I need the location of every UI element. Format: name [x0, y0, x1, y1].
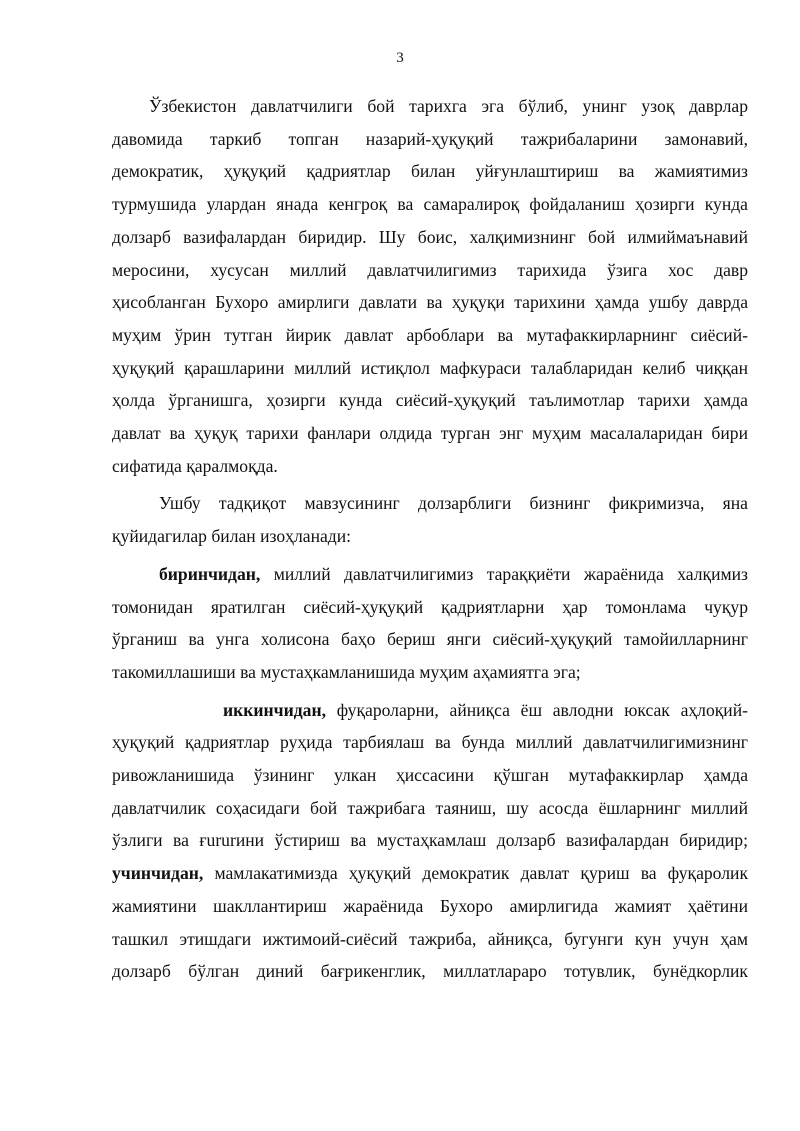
paragraph-line: қуйидагилар билан изоҳланади: — [112, 526, 352, 547]
paragraph-line: ўзлиги ва ғururини ўстириш ва мустаҳкамлаш долзарб вазифалардан биридир; — [112, 830, 748, 851]
paragraph-line: жамиятини шакллантириш жараёнида Бухоро амирлигида жамият ҳаётини — [112, 895, 748, 916]
paragraph-line: Ушбу тадқиқот мавзусининг долзарблиги бизнинг фикримизча, яна — [159, 493, 748, 514]
paragraph-line: ташкил этишдаги ижтимоий-сиёсий тажриба, айниқса, бугунги кун учун ҳам — [112, 928, 748, 949]
paragraph-line: ривожланишида ўзининг улкан ҳиссасини қўшган мутафаккирлар ҳамда — [112, 765, 748, 786]
paragraph-line: долзарб бўлган диний бағрикенглик, миллатлараро тотувлик, бунёдкорлик — [112, 961, 748, 982]
paragraph-line: долзарб вазифалардан биридир. Шу боис, халқимизнинг бой илмиймаънавий — [112, 226, 748, 247]
paragraph-text: фуқароларни, айниқса ёш авлодни юксак аҳлоқий- — [325, 699, 748, 720]
list-lead-first: биринчидан, — [159, 563, 261, 584]
paragraph-line: ҳуқуқий қадриятлар руҳида тарбиялаш ва бунда миллий давлатчилигимизнинг — [112, 732, 748, 753]
list-lead-third: учинчидан, — [112, 863, 204, 884]
paragraph-line — [112, 857, 748, 890]
paragraph-line: муҳим ўрин тутган йирик давлат арбоблари ва мутафаккирларнинг сиёсий- — [112, 324, 748, 345]
paragraph-line: ўрганиш ва унга холисона баҳо бериш янги сиёсий-ҳуқуқий тамойилларнинг — [112, 629, 748, 650]
paragraph-text: миллий давлатчилигимиз тараққиёти жараёнида халқимиз — [260, 563, 748, 584]
paragraph-text: мамлакатимизда ҳуқуқий демократик давлат қуриш ва фуқаролик — [203, 863, 748, 884]
page-number: 3 — [396, 50, 404, 66]
paragraph-line: сифатида қаралмоқда. — [112, 455, 278, 476]
paragraph-line: ҳуқуқий қарашларини миллий истиқлол мафкураси талабларидан келиб чиққан — [112, 357, 748, 378]
paragraph-line: Ўзбекистон давлатчилиги бой тарихга эга бўлиб, унинг узоқ даврлар — [149, 96, 748, 116]
paragraph-line: демократик, ҳуқуқий қадриятлар билан уйғунлаштириш ва жамиятимиз — [112, 161, 748, 182]
paragraph-line: ҳолда ўрганишга, ҳозирги кунда сиёсий-ҳуқуқий таълимотлар тарихи ҳамда — [112, 390, 748, 411]
document-body — [112, 90, 748, 988]
list-lead-second: иккинчидан, — [223, 699, 326, 720]
paragraph-line — [112, 694, 748, 727]
paragraph-line: такомиллашиши ва мустаҳкамланишида муҳим аҳамиятга эга; — [112, 661, 581, 682]
paragraph-line: давомида таркиб топган назарий-ҳуқуқий тажрибаларини замонавий, — [112, 128, 748, 149]
paragraph-line: давлатчилик соҳасидаги бой тажрибага таяниш, шу асосда ёшларнинг миллий — [112, 797, 748, 818]
paragraph-line — [112, 558, 748, 591]
paragraph-line: меросини, хусусан миллий давлатчилигимиз тарихида ўзига хос давр — [112, 259, 748, 280]
paragraph-line: давлат ва ҳуқуқ тарихи фанлари олдида турган энг муҳим масалаларидан бири — [112, 423, 748, 444]
paragraph-line: ҳисобланган Бухоро амирлиги давлати ва ҳуқуқи тарихини ҳамда ушбу даврда — [112, 292, 748, 313]
paragraph-line: турмушида улардан янада кенгроқ ва самаралироқ фойдаланиш ҳозирги кунда — [112, 194, 748, 215]
paragraph-line: томонидан яратилган сиёсий-ҳуқуқий қадриятларни ҳар томонлама чуқур — [112, 596, 748, 617]
